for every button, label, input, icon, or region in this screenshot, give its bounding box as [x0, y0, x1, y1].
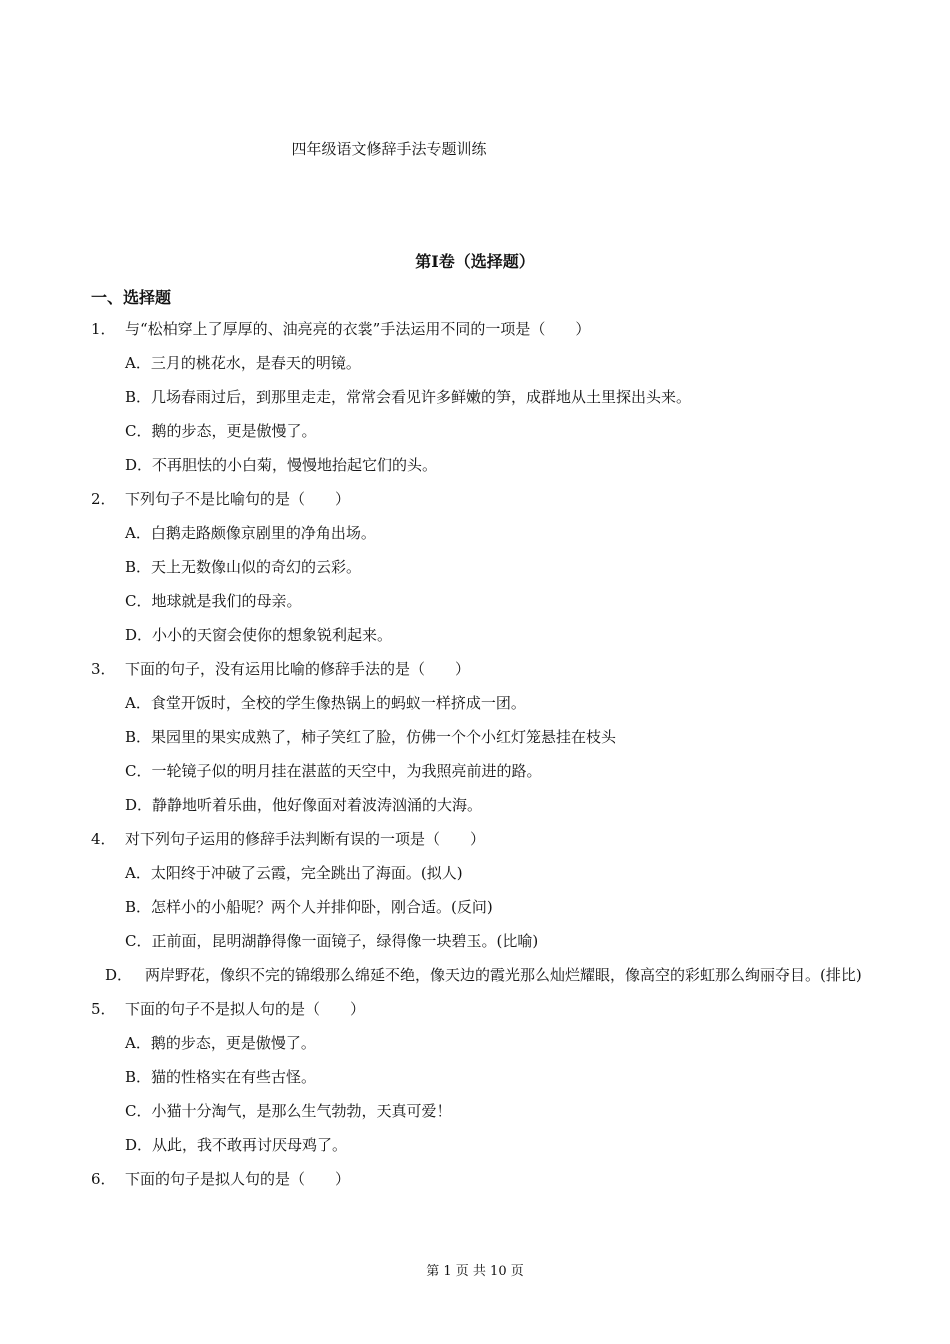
- option-b: [91, 1060, 881, 1094]
- option-text: 两岸野花，像织不完的锦缎那么绵延不绝，像天边的霞光那么灿烂耀眼，像高空的彩虹那么绚丽夺目。(排比): [145, 966, 862, 984]
- option-d: [91, 788, 881, 822]
- question-stem: [91, 482, 881, 516]
- option-text: 小小的天窗会使你的想象锐利起来。: [152, 626, 393, 644]
- option-text: 太阳终于冲破了云霞，完全跳出了海面。(拟人): [150, 864, 463, 882]
- option-letter: C．: [125, 592, 152, 610]
- question-number: 1．: [91, 320, 116, 338]
- option-text: 天上无数像山似的奇幻的云彩。: [151, 558, 362, 576]
- document-title: 四年级语文修辞手法专题训练: [291, 140, 487, 158]
- question-number: 2．: [91, 490, 116, 508]
- option-letter: D．: [125, 1136, 153, 1154]
- option-letter: B．: [125, 1068, 152, 1086]
- option-letter: A．: [125, 354, 151, 372]
- option-b: [91, 380, 881, 414]
- question-3: [91, 652, 881, 822]
- option-letter: D．: [105, 966, 133, 984]
- option-a: [91, 346, 881, 380]
- option-a: [91, 856, 881, 890]
- question-2: [91, 482, 881, 652]
- option-text: 地球就是我们的母亲。: [151, 592, 302, 610]
- option-c: [91, 924, 881, 958]
- option-a: [91, 516, 881, 550]
- option-text: 从此，我不敢再讨厌母鸡了。: [152, 1136, 348, 1154]
- option-text: 鹅的步态，更是傲慢了。: [150, 1034, 316, 1052]
- option-d: [91, 958, 881, 992]
- question-list: [91, 312, 881, 1196]
- option-letter: C．: [125, 762, 152, 780]
- option-c: [91, 754, 881, 788]
- question-6: [91, 1162, 881, 1196]
- option-b: [91, 720, 881, 754]
- option-text: 三月的桃花水，是春天的明镜。: [150, 354, 361, 372]
- option-text: 白鹅走路颇像京剧里的净角出场。: [150, 524, 376, 542]
- option-letter: B．: [125, 728, 152, 746]
- option-a: [91, 1026, 881, 1060]
- question-stem: [91, 1162, 881, 1196]
- option-text: 鹅的步态，更是傲慢了。: [151, 422, 317, 440]
- option-d: [91, 448, 881, 482]
- question-text: 对下列句子运用的修辞手法判断有误的一项是（ ）: [125, 830, 486, 848]
- option-letter: A．: [125, 524, 151, 542]
- option-text: 几场春雨过后，到那里走走，常常会看见许多鲜嫩的笋，成群地从土里探出头来。: [151, 388, 692, 406]
- part-title: 第Ⅰ卷（选择题）: [415, 252, 535, 271]
- option-letter: A．: [125, 694, 151, 712]
- option-c: [91, 1094, 881, 1128]
- option-letter: C．: [125, 1102, 152, 1120]
- option-text: 怎样小的小船呢？两个人并排仰卧，刚合适。(反问): [151, 898, 493, 916]
- option-c: [91, 584, 881, 618]
- option-text: 一轮镜子似的明月挂在湛蓝的天空中，为我照亮前进的路。: [151, 762, 542, 780]
- option-letter: B．: [125, 558, 152, 576]
- question-4: [91, 822, 881, 992]
- option-letter: C．: [125, 932, 152, 950]
- question-text: 下面的句子不是拟人句的是（ ）: [125, 1000, 366, 1018]
- option-text: 正前面，昆明湖静得像一面镜子，绿得像一块碧玉。(比喻): [151, 932, 539, 950]
- option-text: 食堂开饭时，全校的学生像热锅上的蚂蚁一样挤成一团。: [150, 694, 526, 712]
- option-c: [91, 414, 881, 448]
- option-text: 果园里的果实成熟了，柿子笑红了脸，仿佛一个个小红灯笼悬挂在枝头: [151, 728, 617, 746]
- page-number: 第 1 页 共 10 页: [426, 1264, 524, 1279]
- option-letter: A．: [125, 864, 151, 882]
- question-number: 5．: [91, 1000, 116, 1018]
- question-5: [91, 992, 881, 1162]
- option-letter: D．: [125, 456, 153, 474]
- question-stem: [91, 822, 881, 856]
- question-1: [91, 312, 881, 482]
- option-letter: B．: [125, 388, 152, 406]
- option-b: [91, 890, 881, 924]
- option-letter: A．: [125, 1034, 151, 1052]
- option-d: [91, 618, 881, 652]
- question-stem: [91, 992, 881, 1026]
- question-number: 4．: [91, 830, 116, 848]
- question-stem: [91, 652, 881, 686]
- question-stem: [91, 312, 881, 346]
- option-a: [91, 686, 881, 720]
- option-letter: D．: [125, 796, 153, 814]
- option-letter: C．: [125, 422, 152, 440]
- option-letter: B．: [125, 898, 152, 916]
- section-title: 一、选择题: [91, 288, 172, 307]
- option-d: [91, 1128, 881, 1162]
- question-number: 6．: [91, 1170, 116, 1188]
- option-letter: D．: [125, 626, 153, 644]
- option-text: 小猫十分淘气，是那么生气勃勃，天真可爱！: [151, 1102, 452, 1120]
- question-text: 下面的句子，没有运用比喻的修辞手法的是（ ）: [125, 660, 471, 678]
- question-text: 与“松柏穿上了厚厚的、油亮亮的衣裳”手法运用不同的一项是（ ）: [125, 320, 591, 338]
- question-text: 下面的句子是拟人句的是（ ）: [125, 1170, 351, 1188]
- question-number: 3．: [91, 660, 116, 678]
- option-b: [91, 550, 881, 584]
- option-text: 不再胆怯的小白菊，慢慢地抬起它们的头。: [152, 456, 438, 474]
- option-text: 猫的性格实在有些古怪。: [151, 1068, 317, 1086]
- option-text: 静静地听着乐曲，他好像面对着波涛汹涌的大海。: [152, 796, 483, 814]
- question-text: 下列句子不是比喻句的是（ ）: [125, 490, 351, 508]
